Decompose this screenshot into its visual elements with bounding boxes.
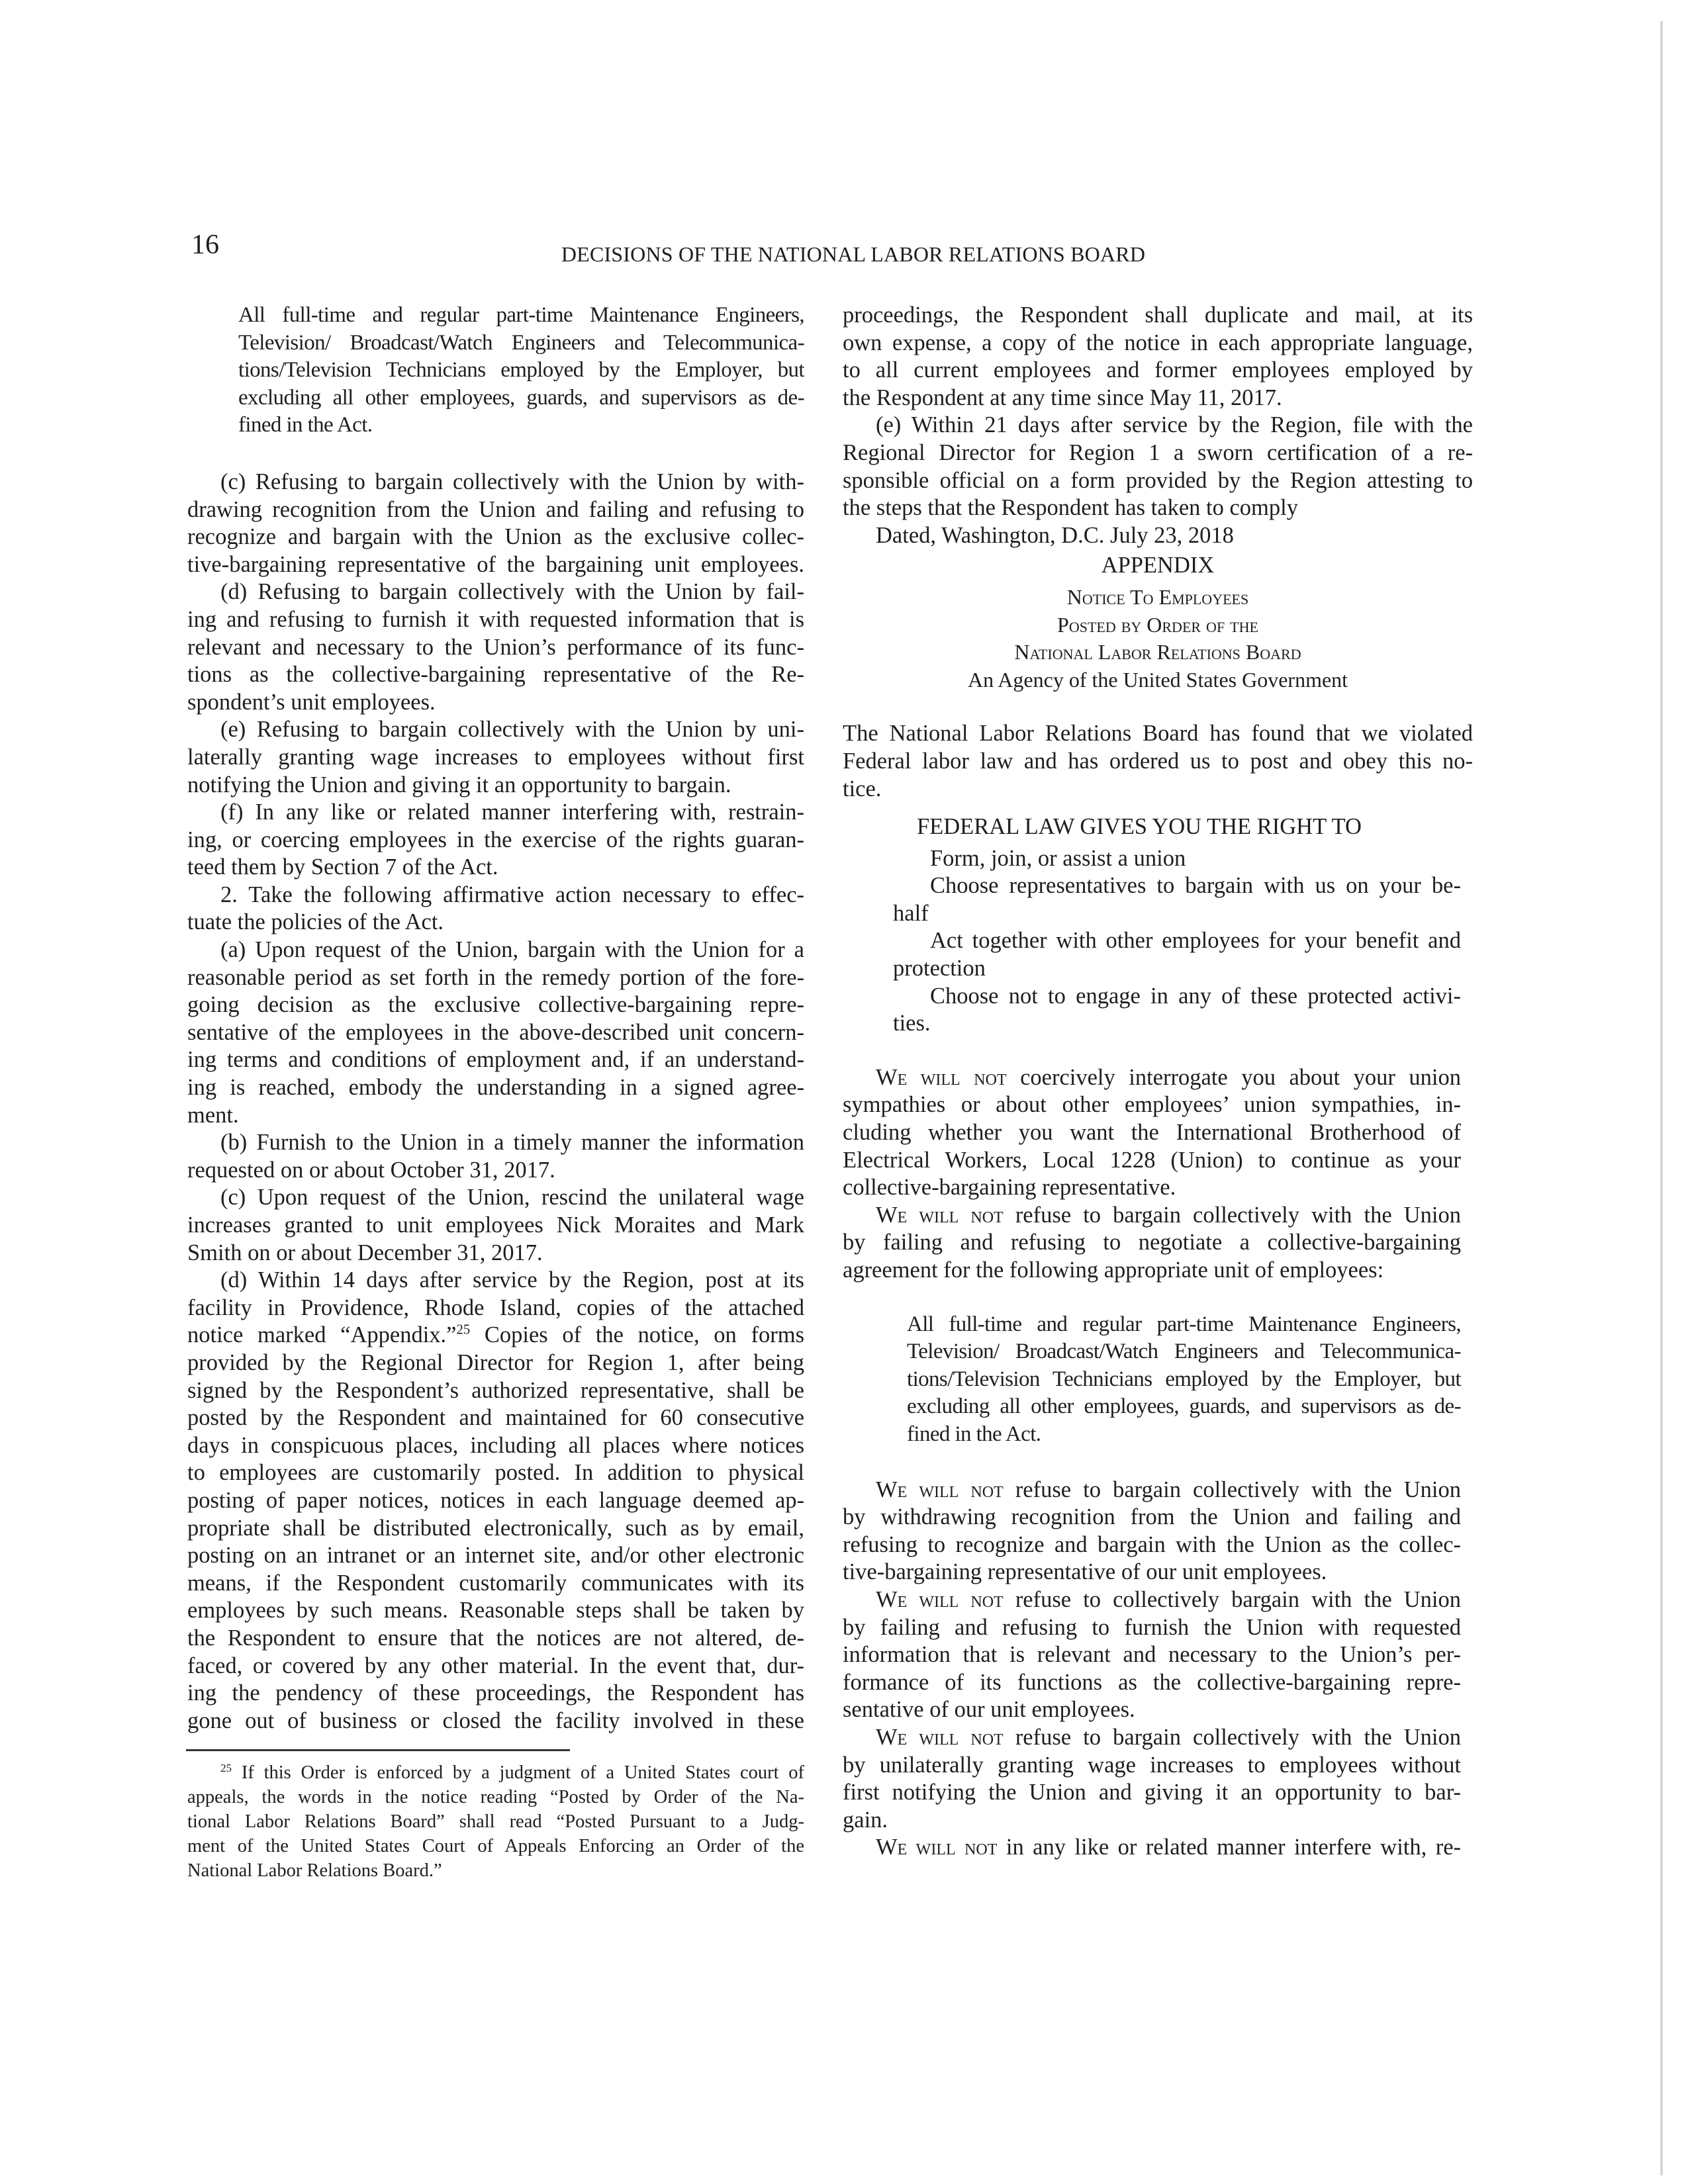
- text-line: requested on or about October 31, 2017.: [187, 1157, 555, 1183]
- text-line: by failing and refusing to furnish the Union with requested: [843, 1614, 1461, 1640]
- text-line: excluding all other employees, guards, and supervisors as de-: [238, 385, 804, 410]
- we-will-not-2: [843, 1202, 1473, 1285]
- we-will-not-4: [843, 1586, 1473, 1724]
- text-line: means, if the Respondent customarily communicates with its: [187, 1570, 804, 1596]
- rights-item: Form, join, or assist a union: [930, 845, 1186, 871]
- running-head: [0, 242, 1688, 267]
- text-line: (e) Within 21 days after service by the Region, file with the: [876, 412, 1473, 438]
- footnote-line: National Labor Relations Board.”: [187, 1860, 442, 1881]
- spacer: [843, 694, 1473, 720]
- text-fragment: refuse to bargain collectively with the Union: [1003, 1724, 1461, 1750]
- paragraph-2d: [187, 1267, 804, 1735]
- text-line: ing the pendency of these proceedings, the Respondent has: [187, 1680, 804, 1706]
- text-line: tuate the policies of the Act.: [187, 909, 444, 935]
- text-line: signed by the Respondent’s authorized representative, shall be: [187, 1377, 804, 1403]
- text-line: [843, 1064, 1461, 1092]
- text-line: tice.: [843, 776, 882, 801]
- text-line: ment.: [187, 1102, 239, 1128]
- text-line: (e) Refusing to bargain collectively with the Union by uni-: [220, 717, 804, 743]
- text-line: [843, 1202, 1461, 1230]
- text-line: by failing and refusing to negotiate a collective-bargaining: [843, 1230, 1461, 1255]
- unit-description-block-notice: [843, 1311, 1473, 1449]
- text-fragment: refuse to bargain collectively with the Union: [1003, 1477, 1461, 1502]
- text-line: (d) Refusing to bargain collectively with the Union by fail-: [220, 579, 804, 605]
- rights-item-continued: ties.: [893, 1011, 931, 1036]
- we-will-not-6: [843, 1834, 1473, 1862]
- rights-item: Choose not to engage in any of these protected activi-: [930, 983, 1461, 1009]
- text-line: employees by such means. Reasonable steps shall be taken by: [187, 1598, 804, 1623]
- text-line: the Respondent to ensure that the notices are not altered, de-: [187, 1625, 804, 1651]
- text-line: [843, 1724, 1461, 1752]
- text-line: reasonable period as set forth in the remedy portion of the fore-: [187, 964, 804, 990]
- paragraph-1d: [187, 578, 804, 716]
- footnote-25: [187, 1760, 804, 1883]
- paragraph-1c: [187, 469, 804, 578]
- right-column: [843, 302, 1473, 1862]
- footnote-number: 25: [220, 1761, 232, 1774]
- notice-heading-line: Posted by Order of the: [1057, 612, 1258, 637]
- text-line: tions as the collective-bargaining representative of the Re-: [187, 662, 804, 688]
- text-line: by withdrawing recognition from the Union and failing and: [843, 1504, 1461, 1530]
- text-line: spondent’s unit employees.: [187, 689, 436, 715]
- text-fragment: in any like or related manner interfere with, re-: [997, 1835, 1461, 1860]
- text-line: The National Labor Relations Board has found that we violated: [843, 721, 1473, 747]
- text-line: teed them by Section 7 of the Act.: [187, 854, 498, 880]
- text-line: fined in the Act.: [238, 413, 373, 437]
- footnote-line: [187, 1760, 804, 1785]
- paragraph-2: [187, 882, 804, 936]
- we-will-not-label: We will not: [876, 1064, 1007, 1090]
- paragraph-2c: [187, 1184, 804, 1267]
- we-will-not-label: We will not: [876, 1477, 1004, 1502]
- agency-line: An Agency of the United States Government: [967, 667, 1348, 692]
- text-line: (d) Within 14 days after service by the Region, post at its: [220, 1267, 804, 1293]
- text-line: to all current employees and former employees employed by: [843, 357, 1473, 383]
- spacer: [187, 439, 804, 469]
- rights-list: [843, 845, 1473, 1038]
- text-line: to employees are customarily posted. In addition to physical: [187, 1460, 804, 1486]
- text-line: ing, or coercing employees in the exercise of the rights guaran-: [187, 827, 804, 852]
- paragraph-1e: [187, 716, 804, 799]
- text-line: Smith on or about December 31, 2017.: [187, 1240, 543, 1265]
- we-will-not-label: We will not: [876, 1724, 1004, 1750]
- text-line: gone out of business or closed the facility involved in these: [187, 1707, 804, 1733]
- text-line: days in conspicuous places, including all places where notices: [187, 1432, 804, 1458]
- spacer: [843, 1449, 1473, 1477]
- text-line: excluding all other employees, guards, and supervisors as de-: [907, 1394, 1461, 1419]
- text-line: provided by the Regional Director for Region 1, after being: [187, 1349, 804, 1375]
- text-line: propriate shall be distributed electronically, such as by email,: [187, 1515, 804, 1541]
- footnote-line: tional Labor Relations Board” shall read “Posted Pursuant to a Judg-: [187, 1811, 804, 1832]
- text-line: cluding whether you want the International Brotherhood of: [843, 1120, 1461, 1146]
- text-line: the Respondent at any time since May 11, 2017.: [843, 385, 1282, 410]
- text-fragment: notice marked “Appendix.”: [187, 1322, 457, 1348]
- left-column: [187, 302, 804, 1735]
- text-fragment: If this Order is enforced by a judgment of a United States court of: [241, 1762, 805, 1783]
- text-line: (c) Upon request of the Union, rescind the unilateral wage: [220, 1185, 804, 1210]
- text-line: posting on an intranet or an internet site, and/or other electronic: [187, 1543, 804, 1569]
- rights-item: Act together with other employees for your benefit and: [930, 928, 1461, 954]
- text-fragment: coercively interrogate you about your union: [1006, 1064, 1461, 1090]
- text-line: Regional Director for Region 1 a sworn certification of a re-: [843, 439, 1473, 465]
- text-line: sentative of the employees in the above-described unit concern-: [187, 1019, 804, 1045]
- text-line: collective-bargaining representative.: [843, 1175, 1176, 1201]
- text-line: recognize and bargain with the Union as the exclusive collec-: [187, 524, 804, 550]
- text-line: ing is reached, embody the understanding in a signed agree-: [187, 1075, 804, 1101]
- text-line: tive-bargaining representative of our unit employees.: [843, 1559, 1327, 1585]
- rights-item-continued: half: [893, 900, 929, 926]
- text-line: by unilaterally granting wage increases to employees without: [843, 1752, 1461, 1778]
- text-line: All full-time and regular part-time Maintenance Engineers,: [907, 1312, 1461, 1336]
- footnote-rule: [186, 1749, 570, 1751]
- text-line: going decision as the exclusive collective-bargaining repre-: [187, 992, 804, 1018]
- text-line: refusing to recognize and bargain with the Union as the collec-: [843, 1531, 1461, 1557]
- text-line: information that is relevant and necessary to the Union’s per-: [843, 1642, 1461, 1668]
- text-line: [843, 1477, 1461, 1504]
- text-line: facility in Providence, Rhode Island, copies of the attached: [187, 1295, 804, 1320]
- text-line: All full-time and regular part-time Maintenance Engineers,: [238, 303, 804, 327]
- we-will-not-3: [843, 1477, 1473, 1586]
- appendix-title: APPENDIX: [1101, 553, 1215, 578]
- text-line: agreement for the following appropriate unit of employees:: [843, 1257, 1384, 1283]
- text-line: tions/Television Technicians employed by the Employer, but: [907, 1367, 1461, 1391]
- text-line: proceedings, the Respondent shall duplicate and mail, at its: [843, 302, 1473, 328]
- text-line: gain.: [843, 1807, 888, 1833]
- we-will-not-label: We will not: [876, 1835, 998, 1860]
- spacer: [843, 1038, 1473, 1064]
- we-will-not-label: We will not: [876, 1202, 1004, 1228]
- text-line: sentative of our unit employees.: [843, 1697, 1135, 1723]
- text-fragment: refuse to bargain collectively with the Union: [1003, 1202, 1461, 1228]
- we-will-not-1: [843, 1064, 1473, 1202]
- text-line: (a) Upon request of the Union, bargain with the Union for a: [220, 937, 804, 963]
- text-line: Electrical Workers, Local 1228 (Union) to continue as your: [843, 1147, 1461, 1173]
- dated-line: Dated, Washington, D.C. July 23, 2018: [876, 522, 1234, 548]
- spacer: [843, 803, 1473, 813]
- text-line: ing and refusing to furnish it with requested information that is: [187, 606, 804, 632]
- text-line: the steps that the Respondent has taken to comply: [843, 495, 1298, 521]
- paragraph-2a: [187, 936, 804, 1129]
- footnote-line: ment of the United States Court of Appeals Enforcing an Order of the: [187, 1836, 804, 1856]
- text-line: formance of its functions as the collective-bargaining repre-: [843, 1669, 1461, 1695]
- text-line: Television/ Broadcast/Watch Engineers and Telecommunica-: [907, 1340, 1461, 1364]
- running-head-text: DECISIONS OF THE NATIONAL LABOR RELATIONS BOARD: [561, 242, 1146, 266]
- text-line: laterally granting wage increases to employees without first: [187, 744, 804, 770]
- footnote-line: appeals, the words in the notice reading “Posted by Order of the Na-: [187, 1787, 804, 1807]
- text-line: notifying the Union and giving it an opportunity to bargain.: [187, 772, 731, 797]
- paragraph-2d-continued: [843, 302, 1473, 412]
- text-line: (f) In any like or related manner interfering with, restrain-: [220, 799, 804, 825]
- text-line-with-footnote-ref: [187, 1322, 804, 1349]
- text-fragment: Copies of the notice, on forms: [470, 1322, 804, 1348]
- we-will-not-label: We will not: [876, 1586, 1004, 1612]
- paragraph-2b: [187, 1129, 804, 1184]
- text-line: 2. Take the following affirmative action necessary to effec-: [220, 882, 804, 907]
- text-line: posted by the Respondent and maintained for 60 consecutive: [187, 1405, 804, 1431]
- rights-item: Choose representatives to bargain with us on your be-: [930, 873, 1461, 899]
- text-line: faced, or covered by any other material. In the event that, dur-: [187, 1653, 804, 1678]
- text-line: relevant and necessary to the Union’s performance of its func-: [187, 634, 804, 660]
- text-line: sympathies or about other employees’ union sympathies, in-: [843, 1092, 1461, 1118]
- page-number: 16: [191, 230, 219, 260]
- rights-heading: FEDERAL LAW GIVES YOU THE RIGHT TO: [917, 814, 1362, 840]
- text-line: Federal labor law and has ordered us to post and obey this no-: [843, 748, 1473, 774]
- text-line: tions/Television Technicians employed by the Employer, but: [238, 358, 804, 383]
- we-will-not-5: [843, 1724, 1473, 1834]
- text-line: drawing recognition from the Union and failing and refusing to: [187, 496, 804, 522]
- text-line: fined in the Act.: [907, 1422, 1041, 1446]
- text-line: [843, 1586, 1461, 1614]
- notice-heading-line: Notice To Employees: [1066, 584, 1249, 609]
- footnote-reference[interactable]: 25: [456, 1322, 471, 1338]
- unit-description-block: [187, 302, 804, 439]
- text-line: tive-bargaining representative of the bargaining unit employees.: [187, 551, 804, 577]
- text-line: posting of paper notices, notices in each language deemed ap-: [187, 1487, 804, 1513]
- text-line: own expense, a copy of the notice in each appropriate language,: [843, 330, 1473, 355]
- notice-intro: [843, 720, 1473, 803]
- text-line: (b) Furnish to the Union in a timely manner the information: [220, 1130, 804, 1156]
- text-line: first notifying the Union and giving it an opportunity to bar-: [843, 1780, 1461, 1805]
- spacer: [843, 1285, 1473, 1311]
- text-line: (c) Refusing to bargain collectively with the Union by with-: [220, 469, 804, 494]
- rights-item-continued: protection: [893, 956, 986, 981]
- text-line: sponsible official on a form provided by the Region attesting to: [843, 467, 1473, 493]
- notice-heading-line: National Labor Relations Board: [1014, 640, 1301, 664]
- scan-edge-line: [1660, 21, 1663, 2175]
- text-fragment: refuse to collectively bargain with the Union: [1003, 1586, 1461, 1612]
- text-line: ing terms and conditions of employment and, if an understand-: [187, 1047, 804, 1073]
- text-line: increases granted to unit employees Nick Moraites and Mark: [187, 1212, 804, 1238]
- text-line: [843, 1834, 1461, 1862]
- paragraph-1f: [187, 799, 804, 882]
- text-line: Television/ Broadcast/Watch Engineers and Telecommunica-: [238, 330, 804, 355]
- paragraph-2e: [843, 412, 1473, 522]
